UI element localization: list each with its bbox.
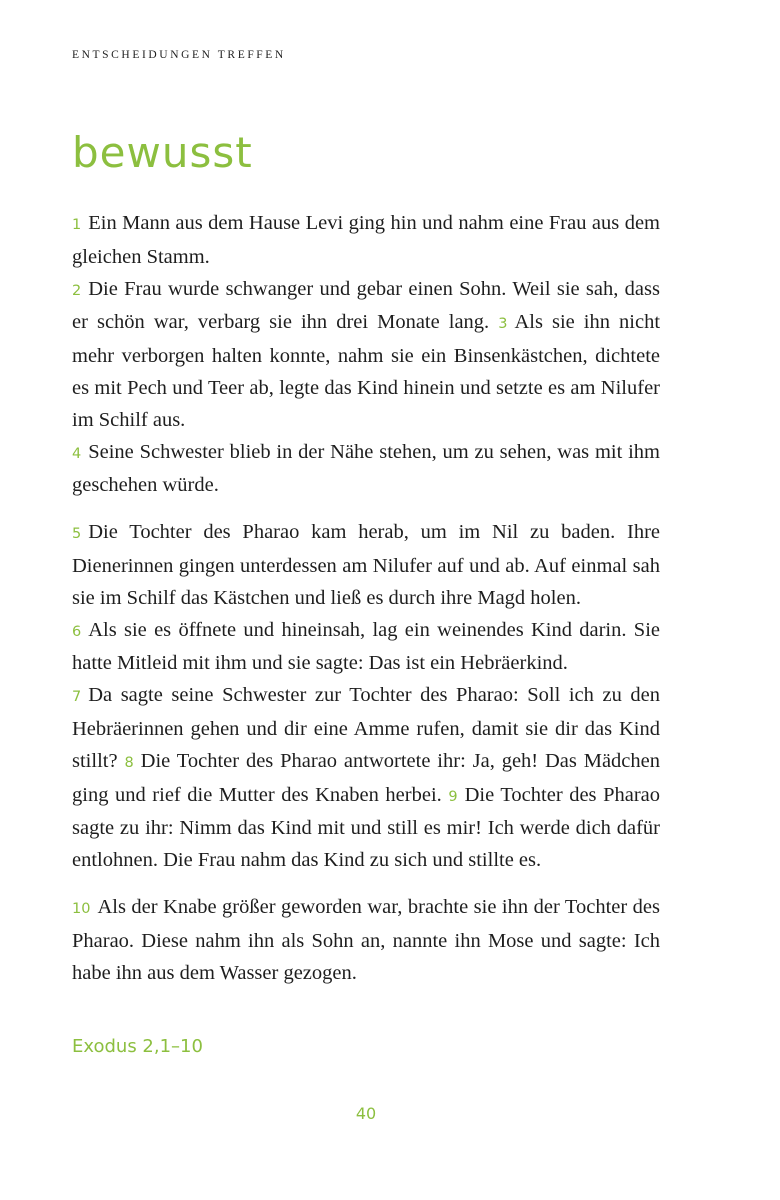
- verse-number: 2: [72, 282, 82, 299]
- paragraph: [72, 892, 660, 989]
- verse: [72, 615, 660, 681]
- scripture-reference: Exodus 2,1–10: [72, 1036, 203, 1057]
- verse: [72, 517, 660, 614]
- verse-number: 3: [498, 316, 508, 333]
- verse-number: 1: [72, 217, 82, 233]
- paragraph: [72, 517, 660, 877]
- verse-text: Da sagte seine Schwester zur Tochter des Pharao: Soll ich zu den Hebräerinnen gehen und dir eine Amme rufen, damit sie dir das Kind stillt?: [72, 684, 660, 772]
- verse-number: 4: [72, 445, 82, 462]
- verse-number: 8: [124, 754, 134, 771]
- verse-number: 10: [72, 900, 91, 917]
- verse-text: Seine Schwester blieb in der Nähe stehen, um zu sehen, was mit ihm geschehen würde.: [72, 440, 660, 497]
- page-title: bewusst: [72, 128, 253, 177]
- verse: [72, 437, 660, 503]
- verse-number: 6: [72, 623, 82, 640]
- verse-text: Als sie ihn nicht mehr verborgen halten konnte, nahm sie ein Binsenkästchen, dichtete es mit Pech und Teer ab, legte das Kind hinein und setzte es am Nilufer im Schilf aus.: [72, 311, 661, 431]
- verse-number: 5: [72, 526, 82, 543]
- verse-number: 7: [72, 689, 82, 706]
- verse-text: Die Tochter des Pharao sagte zu ihr: Nimm das Kind mit und still es mir! Ich werde dich dafür entlohnen. Die Frau nahm das Kind zu sich und stillte es.: [72, 783, 661, 872]
- paragraph: [72, 208, 660, 502]
- verse: [72, 208, 660, 274]
- scripture-text: [72, 208, 660, 989]
- verse-number: 9: [448, 788, 458, 805]
- verse-text: Die Tochter des Pharao kam herab, um im Nil zu baden. Ihre Dienerinnen gingen unterdessen am Nilufer auf und ab. Auf einmal sah sie im Schilf das Kästchen und ließ es durch ihre Magd holen.: [72, 521, 660, 609]
- verse-text: Als der Knabe größer geworden war, brachte sie ihn der Tochter des Pharao. Diese nahm ihn als Sohn an, nannte ihn Mose und sagte: Ich habe ihn aus dem Wasser gezogen.: [72, 895, 660, 984]
- running-head: ENTSCHEIDUNGEN TREFFEN: [72, 49, 286, 61]
- verse-text: Die Tochter des Pharao antwortete ihr: Ja, geh! Das Mädchen ging und rief die Mutter des Knaben herbei.: [72, 749, 661, 806]
- verse-text: Als sie es öffnete und hineinsah, lag ein weinendes Kind darin. Sie hatte Mitleid mit ihm und sie sagte: Das ist ein Hebräerkind.: [72, 618, 660, 675]
- verse-text: Die Frau wurde schwanger und gebar einen Sohn. Weil sie sah, dass er schön war, verbarg sie ihn drei Monate lang.: [72, 277, 660, 334]
- page-number: 40: [355, 1104, 377, 1123]
- verse: [72, 896, 660, 984]
- verse-text: Ein Mann aus dem Hause Levi ging hin und nahm eine Frau aus dem gleichen Stamm.: [72, 212, 660, 268]
